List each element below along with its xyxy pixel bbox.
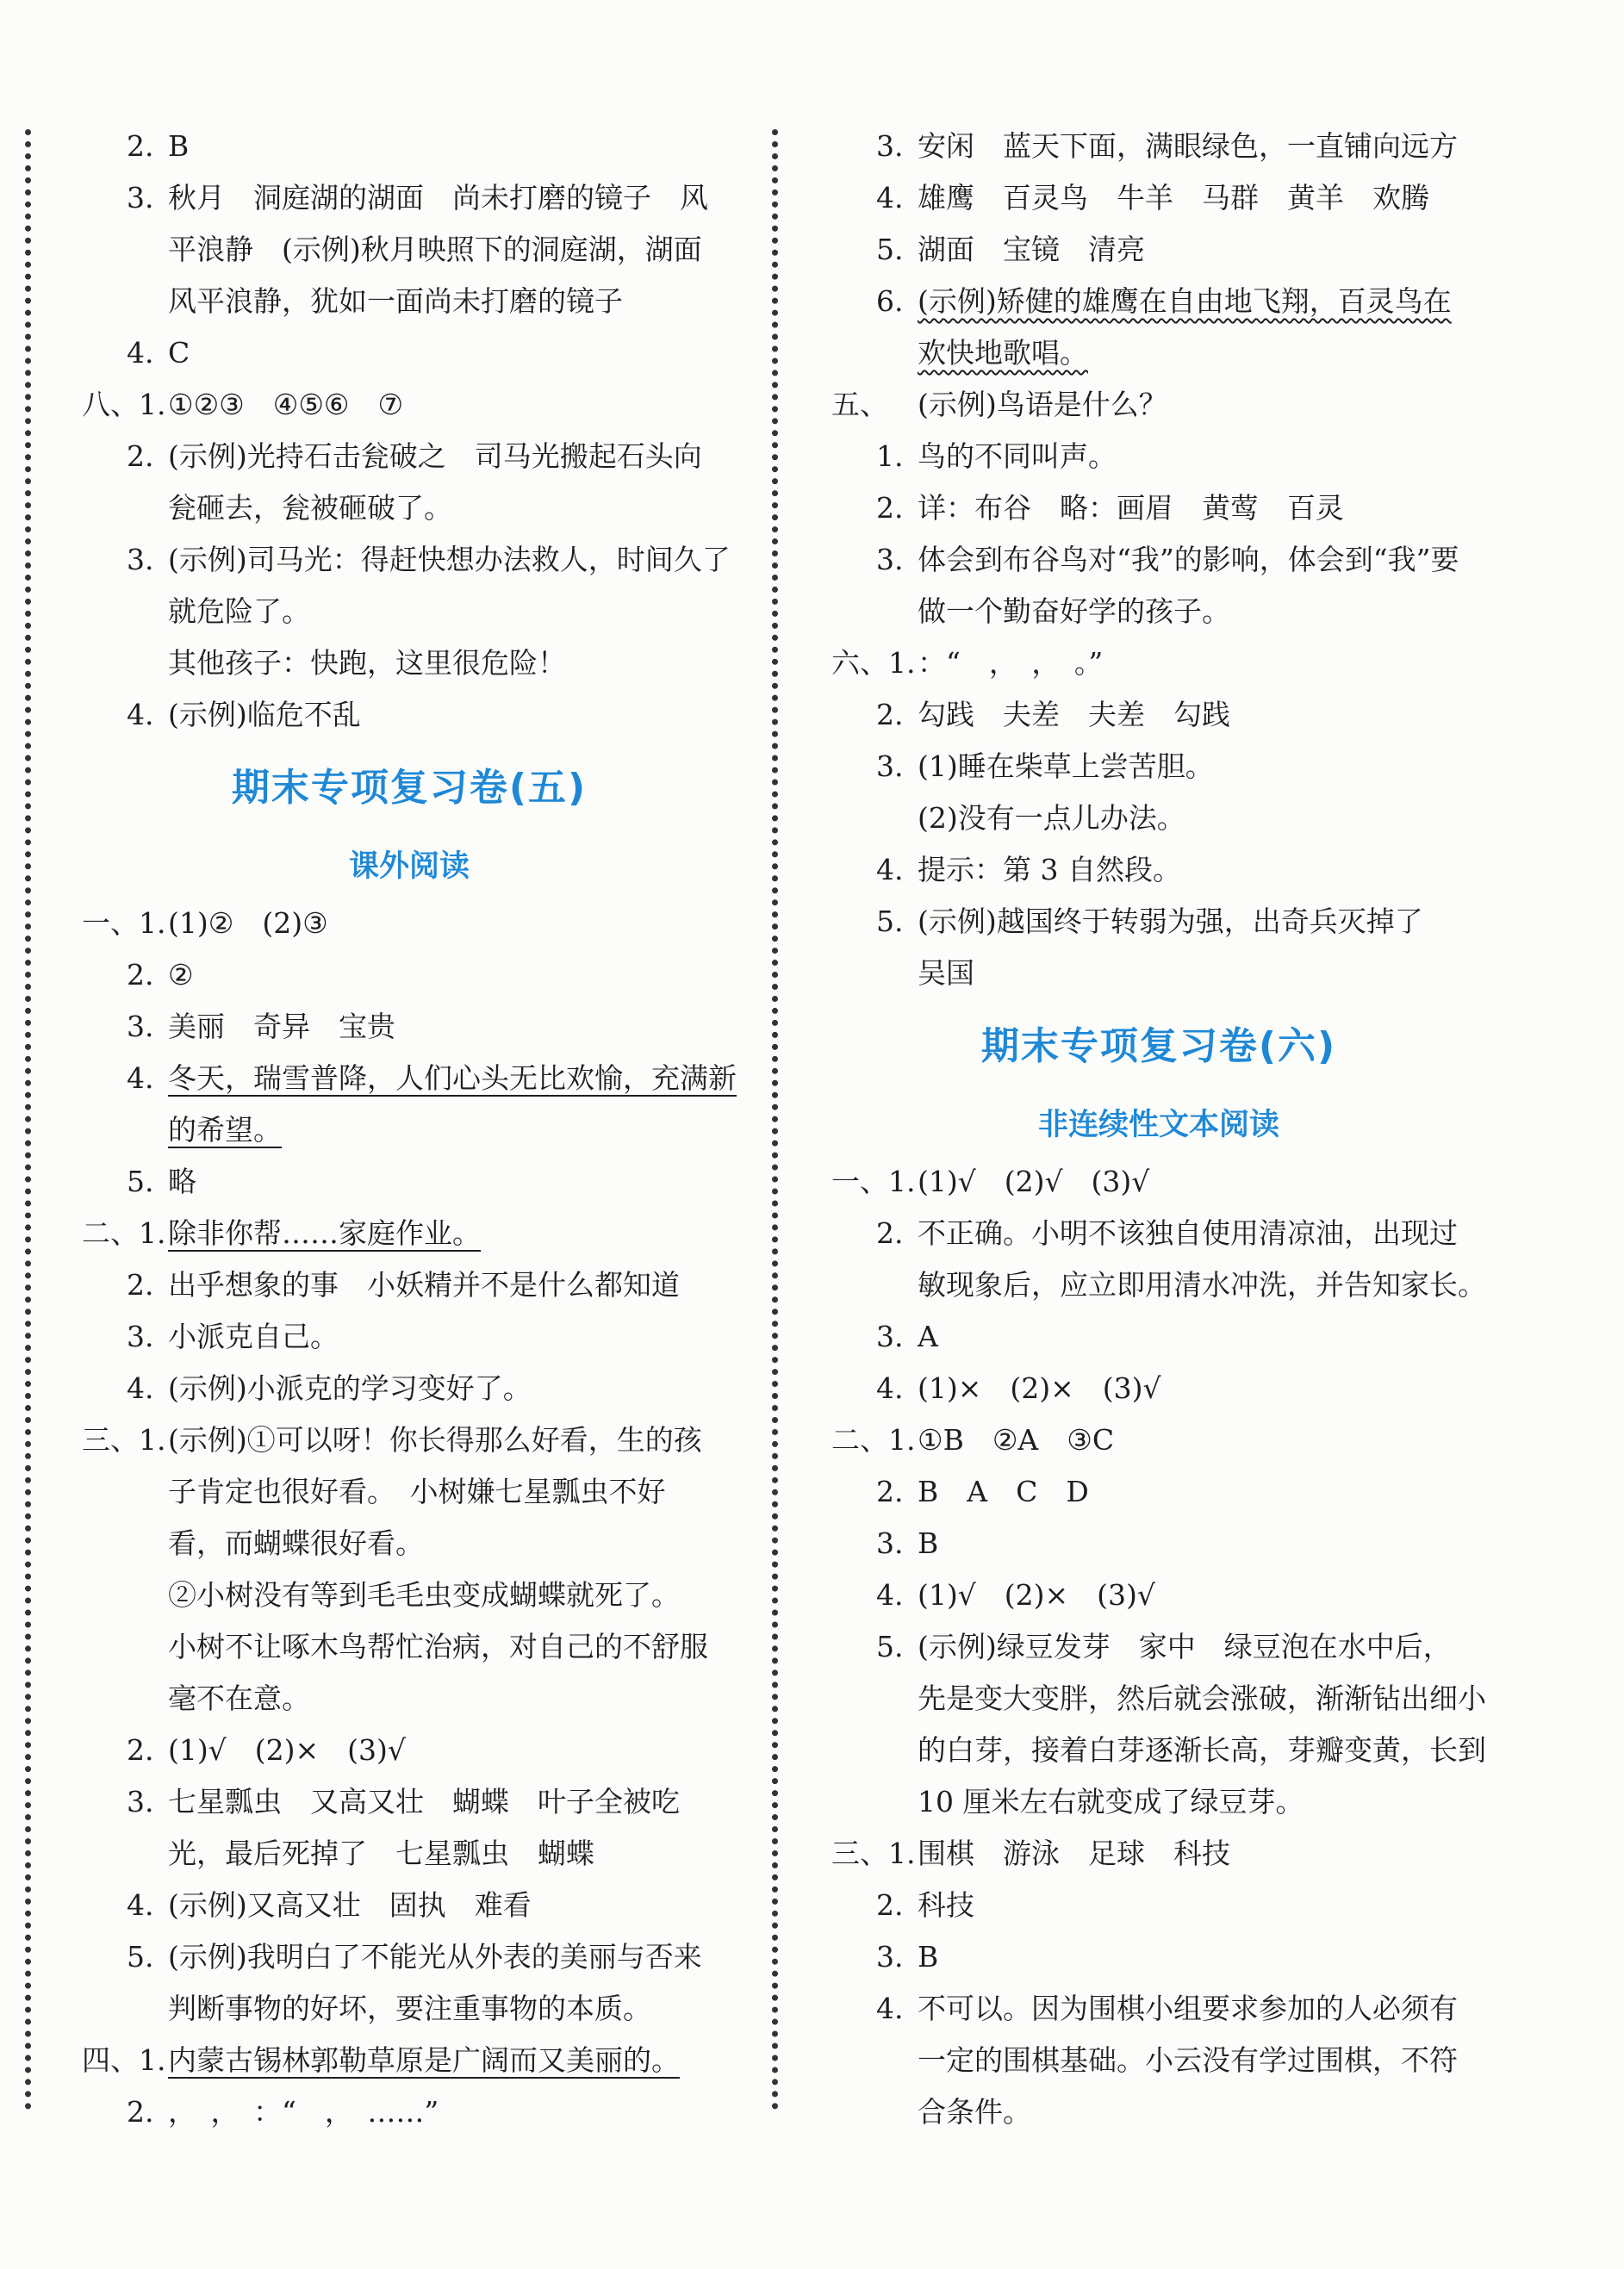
answer-text: 平浪静 (示例)秋月映照下的洞庭湖，湖面 xyxy=(168,233,702,266)
answer-text: (1)② (2)③ xyxy=(168,906,328,940)
answer-text: 先是变大变胖，然后就会涨破，渐渐钻出细小 xyxy=(918,1682,1486,1715)
answer-number: 六、1. xyxy=(831,646,916,680)
answer-text: 判断事物的好坏，要注重事物的本质。 xyxy=(168,1992,651,2025)
answer-number: 3. xyxy=(876,1320,904,1353)
answer-text: (示例)矫健的雄鹰在自由地飞翔，百灵鸟在 xyxy=(918,284,1452,318)
answer-line xyxy=(82,121,737,172)
right-answers-top xyxy=(831,121,1486,999)
binding-dotted-line xyxy=(25,129,31,2110)
answer-text: 七星瓢虫 又高又壮 蝴蝶 叶子全被吃 xyxy=(168,1785,680,1818)
answer-number: 2. xyxy=(876,698,904,731)
answer-line xyxy=(82,1518,737,1570)
answer-text: 一定的围棋基础。小云没有学过围棋，不符 xyxy=(918,2043,1458,2077)
answer-line xyxy=(831,327,1486,379)
answer-number: 一、1. xyxy=(82,906,166,940)
answer-number: 2. xyxy=(876,1216,904,1250)
answer-number: 3. xyxy=(127,1010,154,1043)
answer-number: 4. xyxy=(127,1888,154,1922)
answer-number: 2. xyxy=(876,1888,904,1922)
answer-text: 做一个勤奋好学的孩子。 xyxy=(918,594,1230,628)
answer-number: 5. xyxy=(127,1165,154,1198)
answer-line xyxy=(831,1725,1486,1776)
column-divider-dotted-line xyxy=(772,129,778,2110)
answer-line xyxy=(82,1931,737,1983)
answer-line xyxy=(82,1414,737,1466)
answer-text: 光，最后死掉了 七星瓢虫 蝴蝶 xyxy=(168,1837,594,1870)
answer-line xyxy=(82,689,737,741)
answer-line xyxy=(831,948,1486,999)
answer-text: 10 厘米左右就变成了绿豆芽。 xyxy=(918,1785,1304,1818)
answer-line xyxy=(82,1053,737,1104)
answer-number: 4. xyxy=(876,1992,904,2025)
section-subtitle: 课外阅读 xyxy=(348,849,470,884)
answer-number: 3. xyxy=(127,181,154,214)
answer-text: 体会到布谷鸟对“我”的影响，体会到“我”要 xyxy=(918,543,1459,576)
answer-text: (示例)越国终于转弱为强，出奇兵灭掉了 xyxy=(918,904,1423,938)
answer-text: 围棋 游泳 足球 科技 xyxy=(918,1837,1230,1870)
answer-text: 美丽 奇异 宝贵 xyxy=(168,1010,395,1043)
answer-text: (2)没有一点儿办法。 xyxy=(918,801,1185,835)
answer-number: 5. xyxy=(876,1630,904,1663)
answer-number: 2. xyxy=(876,491,904,525)
answer-line xyxy=(82,2086,737,2138)
left-column xyxy=(82,121,737,2138)
answer-text: 毫不在意。 xyxy=(168,1682,310,1715)
answer-text: (1)√ (2)× (3)√ xyxy=(918,1578,1155,1612)
answer-text: (示例)①可以呀！你长得那么好看，生的孩 xyxy=(168,1423,702,1457)
answer-text: (示例)鸟语是什么？ xyxy=(918,388,1167,421)
answer-line xyxy=(82,172,737,224)
right-column xyxy=(831,121,1486,2138)
answer-line xyxy=(831,1311,1486,1363)
answer-line xyxy=(831,2035,1486,2086)
answer-line xyxy=(82,276,737,327)
answer-line xyxy=(831,431,1486,482)
answer-number: 3. xyxy=(876,749,904,783)
answer-number: 3. xyxy=(876,543,904,576)
answer-line xyxy=(82,1725,737,1776)
answer-line xyxy=(82,431,737,482)
answer-line xyxy=(82,637,737,689)
answer-line xyxy=(831,1208,1486,1259)
answer-text: 看，而蝴蝶很好看。 xyxy=(168,1526,424,1560)
answer-text: (示例)光持石击瓮破之 司马光搬起石头向 xyxy=(168,439,702,473)
answer-text: 雄鹰 百灵鸟 牛羊 马群 黄羊 欢腾 xyxy=(918,181,1429,214)
answer-text: 除非你帮……家庭作业。 xyxy=(168,1216,481,1250)
answer-line xyxy=(831,1776,1486,1828)
left-answers-bottom xyxy=(82,898,737,2138)
answer-text: ：“ ， ， 。” xyxy=(918,646,1104,680)
answer-text: B xyxy=(918,1940,939,1974)
answer-line xyxy=(831,1621,1486,1673)
answer-number: 4. xyxy=(876,181,904,214)
answer-text: 详：布谷 略：画眉 黄莺 百灵 xyxy=(918,491,1344,525)
answer-line xyxy=(82,1311,737,1363)
answer-text: C xyxy=(168,336,190,370)
answer-line xyxy=(82,1259,737,1311)
answer-text: 合条件。 xyxy=(918,2095,1031,2129)
answer-line xyxy=(82,1001,737,1053)
answer-line xyxy=(82,534,737,586)
answer-line xyxy=(831,534,1486,586)
answer-line xyxy=(82,1828,737,1880)
section-subtitle: 非连续性文本阅读 xyxy=(1037,1108,1279,1142)
answer-line xyxy=(831,1880,1486,1931)
answer-line xyxy=(82,327,737,379)
answer-line xyxy=(831,2086,1486,2138)
answer-number: 三、1. xyxy=(82,1423,166,1457)
answer-number: 4. xyxy=(127,1371,154,1405)
answer-text: 湖面 宝镜 清亮 xyxy=(918,233,1145,266)
answer-number: 5. xyxy=(876,904,904,938)
answer-line xyxy=(831,379,1486,431)
answer-number: 2. xyxy=(127,958,154,992)
answer-text: 瓮砸去，瓮被砸破了。 xyxy=(168,491,452,525)
answer-text: 小树不让啄木鸟帮忙治病，对自己的不舒服 xyxy=(168,1630,708,1663)
answer-text: 略 xyxy=(168,1165,196,1198)
answer-line xyxy=(82,1621,737,1673)
answer-number: 八、1. xyxy=(82,388,166,421)
answer-line xyxy=(831,1259,1486,1311)
answer-number: 2. xyxy=(127,1268,154,1302)
answer-number: 2. xyxy=(127,2095,154,2129)
answer-number: 4. xyxy=(876,1371,904,1405)
answer-number: 五、 xyxy=(831,388,888,421)
answer-text: 内蒙古锡林郭勒草原是广阔而又美丽的。 xyxy=(168,2043,680,2077)
answer-text: B A C D xyxy=(918,1475,1089,1508)
answer-number: 3. xyxy=(876,1940,904,1974)
answer-text: (1)√ (2)√ (3)√ xyxy=(918,1165,1150,1198)
answer-line xyxy=(831,896,1486,948)
answer-number: 3. xyxy=(127,543,154,576)
answer-text: 冬天，瑞雪普降，人们心头无比欢愉，充满新 xyxy=(168,1061,737,1095)
answer-text: 勾践 夫差 夫差 勾践 xyxy=(918,698,1230,731)
answer-text: 敏现象后，应立即用清水冲洗，并告知家长。 xyxy=(918,1268,1486,1302)
answer-line xyxy=(82,1983,737,2035)
answer-line xyxy=(831,844,1486,896)
answer-line xyxy=(831,793,1486,844)
answer-line xyxy=(82,949,737,1001)
answer-line xyxy=(831,1363,1486,1414)
answer-text: (1)√ (2)× (3)√ xyxy=(168,1733,406,1767)
answer-text: (1)睡在柴草上尝苦胆。 xyxy=(918,749,1214,783)
answer-line xyxy=(82,224,737,276)
answer-number: 3. xyxy=(876,129,904,163)
answer-text: (示例)又高又壮 固执 难看 xyxy=(168,1888,532,1922)
answer-number: 5. xyxy=(127,1940,154,1974)
answer-text: 秋月 洞庭湖的湖面 尚未打磨的镜子 风 xyxy=(168,181,708,214)
answer-text: 小派克自己。 xyxy=(168,1320,339,1353)
answer-text: ①②③ ④⑤⑥ ⑦ xyxy=(168,388,404,421)
answer-line xyxy=(82,1466,737,1518)
answer-number: 4. xyxy=(127,698,154,731)
answer-line xyxy=(82,1208,737,1259)
answer-text: 鸟的不同叫声。 xyxy=(918,439,1117,473)
answer-line xyxy=(831,637,1486,689)
answer-number: 4. xyxy=(127,336,154,370)
answer-line xyxy=(831,172,1486,224)
answer-text: 出乎想象的事 小妖精并不是什么都知道 xyxy=(168,1268,680,1302)
answer-number: 3. xyxy=(876,1526,904,1560)
answer-text: 子肯定也很好看。 小树嫌七星瓢虫不好 xyxy=(168,1475,666,1508)
answer-text: 吴国 xyxy=(918,956,974,990)
answer-line xyxy=(82,1104,737,1156)
answer-text: 的白芽，接着白芽逐渐长高，芽瓣变黄，长到 xyxy=(918,1733,1486,1767)
answer-text: (1)× (2)× (3)√ xyxy=(918,1371,1161,1405)
answer-text: (示例)临危不乱 xyxy=(168,698,361,731)
answer-line xyxy=(831,1983,1486,2035)
answer-text: 的希望。 xyxy=(168,1113,282,1147)
answer-number: 2. xyxy=(127,129,154,163)
answer-line xyxy=(831,1828,1486,1880)
answer-line xyxy=(82,1570,737,1621)
answer-number: 二、1. xyxy=(82,1216,166,1250)
answer-number: 4. xyxy=(876,1578,904,1612)
answer-line xyxy=(831,1518,1486,1570)
answer-number: 2. xyxy=(127,1733,154,1767)
answer-number: 三、1. xyxy=(831,1837,916,1870)
answer-line xyxy=(82,379,737,431)
answer-text: 风平浪静，犹如一面尚未打磨的镜子 xyxy=(168,284,623,318)
answer-line xyxy=(82,1156,737,1208)
answer-line xyxy=(82,1673,737,1725)
answer-line xyxy=(831,1156,1486,1208)
answer-number: 3. xyxy=(127,1320,154,1353)
answer-line xyxy=(82,482,737,534)
answer-line xyxy=(831,1414,1486,1466)
answer-line xyxy=(831,224,1486,276)
answer-text: A xyxy=(918,1320,938,1353)
answer-line xyxy=(831,276,1486,327)
answer-number: 二、1. xyxy=(831,1423,916,1457)
answer-line xyxy=(831,1931,1486,1983)
answer-text: ①B ②A ③C xyxy=(918,1423,1115,1457)
answer-text: (示例)我明白了不能光从外表的美丽与否来 xyxy=(168,1940,702,1974)
answer-line xyxy=(831,689,1486,741)
answer-text: (示例)司马光：得赶快想办法救人，时间久了 xyxy=(168,543,731,576)
answer-text: ② xyxy=(168,958,194,992)
answer-number: 4. xyxy=(127,1061,154,1095)
answer-line xyxy=(82,1880,737,1931)
answer-text: ， ， ：“ ， ……” xyxy=(168,2095,439,2129)
answer-text: 不可以。因为围棋小组要求参加的人必须有 xyxy=(918,1992,1458,2025)
section-title: 期末专项复习卷(六) xyxy=(980,1024,1337,1068)
answer-text: 就危险了。 xyxy=(168,594,310,628)
answer-number: 1. xyxy=(876,439,904,473)
answer-number: 3. xyxy=(127,1785,154,1818)
answer-number: 四、1. xyxy=(82,2043,166,2077)
answer-number: 6. xyxy=(876,284,904,318)
answer-number: 5. xyxy=(876,233,904,266)
answer-number: 2. xyxy=(876,1475,904,1508)
answer-text: 欢快地歌唱。 xyxy=(918,336,1088,370)
answer-line xyxy=(82,1363,737,1414)
answer-line xyxy=(831,121,1486,172)
answer-text: 安闲 蓝天下面，满眼绿色，一直铺向远方 xyxy=(918,129,1458,163)
answer-number: 一、1. xyxy=(831,1165,916,1198)
answer-line xyxy=(831,1570,1486,1621)
answer-text: (示例)绿豆发芽 家中 绿豆泡在水中后， xyxy=(918,1630,1452,1663)
answer-number: 4. xyxy=(876,853,904,886)
answer-text: 其他孩子：快跑，这里很危险！ xyxy=(168,646,566,680)
answer-line xyxy=(82,586,737,637)
answer-text: 提示：第 3 自然段。 xyxy=(918,853,1181,886)
answer-line xyxy=(831,482,1486,534)
answer-text: B xyxy=(168,129,190,163)
answer-text: 不正确。小明不该独自使用清凉油，出现过 xyxy=(918,1216,1458,1250)
answer-line xyxy=(82,2035,737,2086)
answer-line xyxy=(831,741,1486,793)
answer-text: 科技 xyxy=(918,1888,974,1922)
answer-text: (示例)小派克的学习变好了。 xyxy=(168,1371,532,1405)
answer-text: B xyxy=(918,1526,939,1560)
right-answers-bottom xyxy=(831,1156,1486,2138)
answer-line xyxy=(82,1776,737,1828)
section-title: 期末专项复习卷(五) xyxy=(231,766,588,810)
answer-line xyxy=(831,1466,1486,1518)
answer-line xyxy=(831,586,1486,637)
left-answers-top xyxy=(82,121,737,741)
answer-line xyxy=(831,1673,1486,1725)
answer-number: 2. xyxy=(127,439,154,473)
answer-line xyxy=(82,898,737,949)
answer-text: ②小树没有等到毛毛虫变成蝴蝶就死了。 xyxy=(168,1578,680,1612)
